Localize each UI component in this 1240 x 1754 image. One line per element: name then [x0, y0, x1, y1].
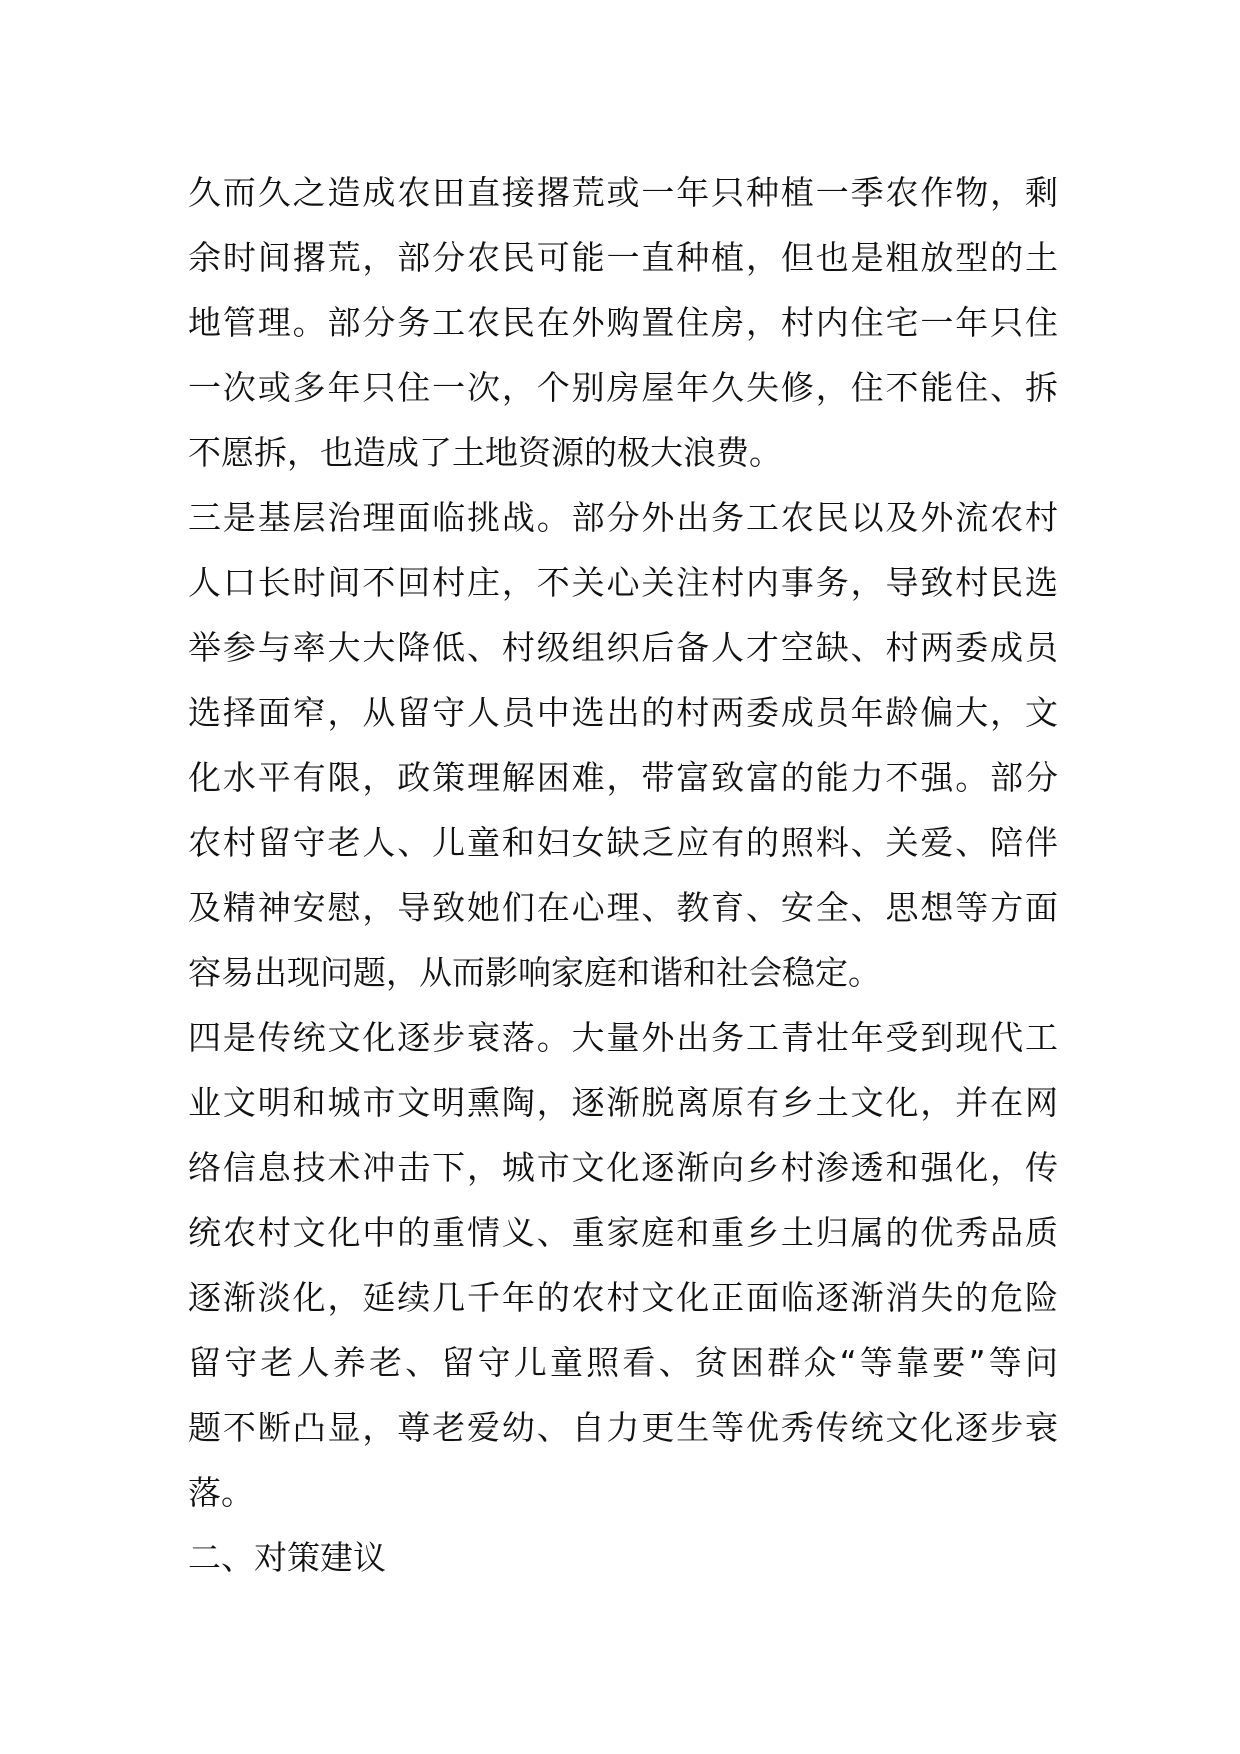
- text-line: 地管理。部分务工农民在外购置住房，村内住宅一年只住: [188, 303, 1058, 342]
- text-line: 余时间撂荒，部分农民可能一直种植，但也是粗放型的土: [188, 238, 1058, 277]
- text-line: 统农村文化中的重情义、重家庭和重乡土归属的优秀品质: [188, 1213, 1058, 1252]
- text-line: 不愿拆，也造成了土地资源的极大浪费。: [188, 433, 782, 472]
- text-line: 题不断凸显，尊老爱幼、自力更生等优秀传统文化逐步衰: [188, 1408, 1058, 1447]
- text-line: 落。: [188, 1473, 254, 1512]
- body-text: [188, 160, 1058, 1590]
- text-line: 化水平有限，政策理解困难，带富致富的能力不强。部分: [188, 758, 1058, 797]
- text-line: 人口长时间不回村庄，不关心关注村内事务，导致村民选: [188, 563, 1058, 602]
- text-line: 久而久之造成农田直接撂荒或一年只种植一季农作物，剩: [188, 173, 1058, 212]
- text-line: 三是基层治理面临挑战。部分外出务工农民以及外流农村: [188, 498, 1058, 537]
- text-line: 举参与率大大降低、村级组织后备人才空缺、村两委成员: [188, 628, 1058, 667]
- text-line: 留守老人养老、留守儿童照看、贫困群众“等靠要”等问: [188, 1343, 1058, 1382]
- text-line: 一次或多年只住一次，个别房屋年久失修，住不能住、拆: [188, 368, 1058, 407]
- text-line: 及精神安慰，导致她们在心理、教育、安全、思想等方面: [188, 888, 1058, 927]
- text-line: 逐渐淡化，延续几千年的农村文化正面临逐渐消失的危险: [188, 1278, 1058, 1317]
- text-line: 容易出现问题，从而影响家庭和谐和社会稳定。: [188, 953, 881, 992]
- text-line: 络信息技术冲击下，城市文化逐渐向乡村渗透和强化，传: [188, 1148, 1058, 1187]
- text-line: 农村留守老人、儿童和妇女缺乏应有的照料、关爱、陪伴: [188, 823, 1058, 862]
- section-heading: 二、对策建议: [188, 1538, 386, 1577]
- text-line: 四是传统文化逐步衰落。大量外出务工青壮年受到现代工: [188, 1018, 1058, 1057]
- text-line: 选择面窄，从留守人员中选出的村两委成员年龄偏大，文: [188, 693, 1058, 732]
- text-line: 业文明和城市文明熏陶，逐渐脱离原有乡土文化，并在网: [188, 1083, 1058, 1122]
